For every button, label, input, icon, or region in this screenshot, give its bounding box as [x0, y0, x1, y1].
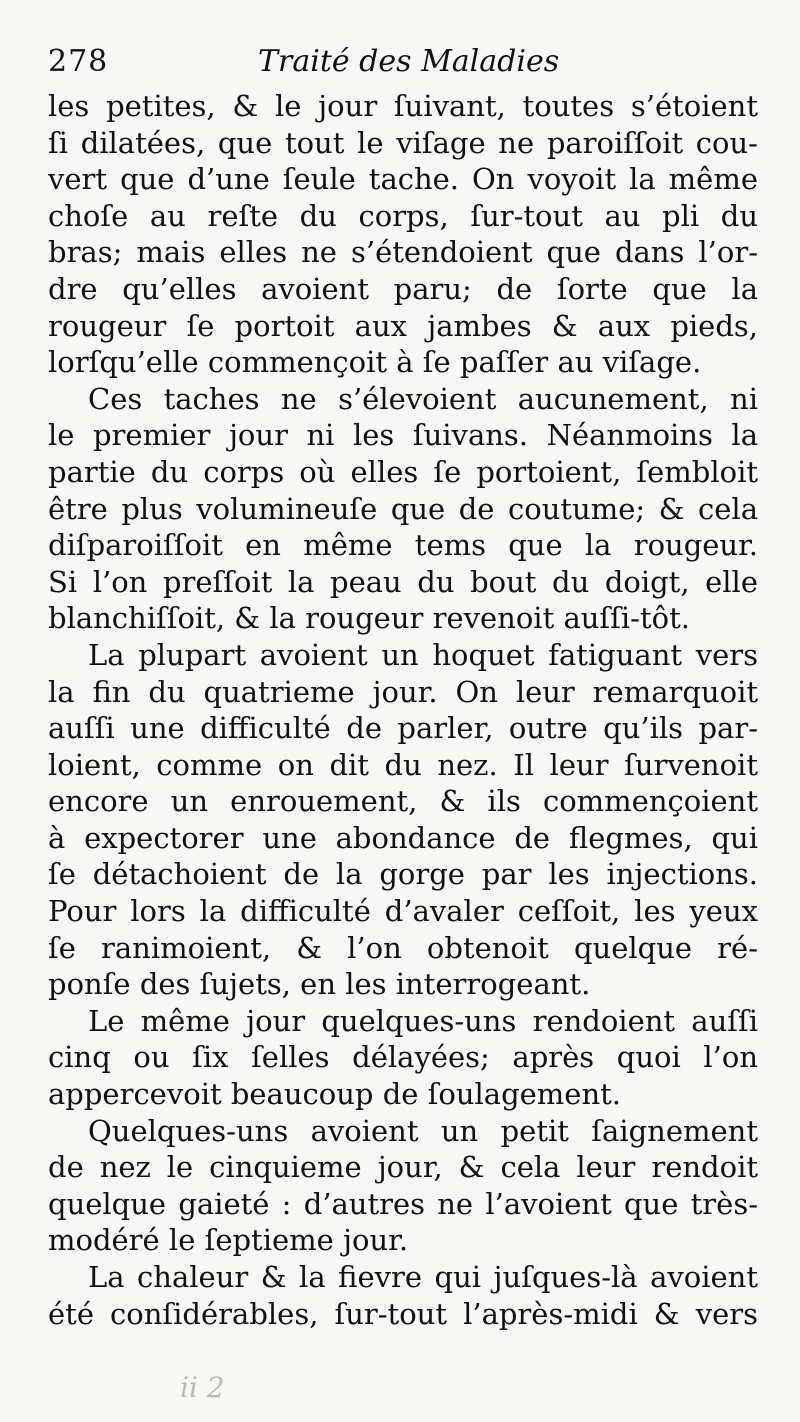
paragraph-start-line: Quelques-uns avoient un petit ſaignement: [88, 1113, 758, 1148]
text-line: ſi dilatées, que tout le viſage ne paroiſſoit cou-: [48, 125, 758, 160]
text-line: ſe détachoient de la gorge par les injections.: [48, 857, 758, 892]
text-line: auſſi une difficulté de parler, outre qu’ils par-: [48, 711, 758, 746]
text-line: Si l’on preſſoit la peau du bout du doigt, elle: [48, 564, 758, 599]
text-line: à expectorer une abondance de flegmes, qui: [48, 820, 758, 855]
text-line: loient, comme on dit du nez. Il leur ſurvenoit: [48, 747, 758, 782]
page-header: [48, 38, 758, 88]
running-title: Traité des Maladies: [258, 44, 560, 79]
body-text: [48, 88, 758, 1332]
text-line: être plus volumineuſe que de coutume; & cela: [48, 491, 758, 526]
text-line: les petites, & le jour ſuivant, toutes s’étoient: [48, 89, 758, 123]
text-line: bras; mais elles ne s’étendoient que dans l’or-: [48, 235, 758, 270]
signature-mark: ii 2: [180, 1371, 225, 1404]
text-line: lorſqu’elle commençoit à ſe paſſer au viſage.: [48, 345, 702, 380]
text-line: cinq ou ſix ſelles délayées; après quoi l’on: [48, 1040, 758, 1075]
text-line: diſparoiſſoit en même tems que la rougeur.: [48, 528, 758, 563]
text-line: la fin du quatrieme jour. On leur remarquoit: [48, 674, 758, 709]
text-line: le premier jour ni les ſuivans. Néanmoins la: [48, 418, 758, 453]
text-line: dre qu’elles avoient paru; de ſorte que la: [48, 271, 758, 306]
text-line: de nez le cinquieme jour, & cela leur rendoit: [48, 1150, 758, 1185]
text-line: encore un enrouement, & ils commençoient: [48, 784, 758, 819]
text-line: blanchiſſoit, & la rougeur revenoit auſſi-tôt.: [48, 601, 690, 636]
text-line: appercevoit beaucoup de ſoulagement.: [48, 1077, 622, 1112]
text-line: été conſidérables, ſur-tout l’après-midi & vers: [48, 1296, 758, 1331]
text-line: choſe au reſte du corps, ſur-tout au pli du: [48, 198, 758, 233]
text-line: rougeur ſe portoit aux jambes & aux pieds,: [48, 308, 758, 343]
text-line: modéré le ſeptieme jour.: [48, 1223, 409, 1258]
text-line: quelque gaieté : d’autres ne l’avoient que très-: [48, 1186, 758, 1221]
text-line: vert que d’une ſeule tache. On voyoit la même: [48, 162, 758, 197]
paragraph-start-line: La plupart avoient un hoquet fatiguant vers: [88, 637, 758, 672]
paragraph-start-line: Ces taches ne s’élevoient aucunement, ni: [88, 381, 758, 416]
page-number: 278: [48, 44, 109, 79]
text-line: ſe ranimoient, & l’on obtenoit quelque ré-: [48, 930, 758, 965]
text-line: ponſe des ſujets, en les interrogeant.: [48, 967, 591, 1002]
text-line: partie du corps où elles ſe portoient, ſembloit: [48, 454, 758, 489]
paragraph-start-line: La chaleur & la fievre qui juſques-là avoient: [88, 1260, 758, 1294]
text-line: Pour lors la difficulté d’avaler ceſſoit, les yeux: [48, 894, 758, 929]
paragraph-start-line: Le même jour quelques-uns rendoient auſſi: [88, 1003, 758, 1038]
